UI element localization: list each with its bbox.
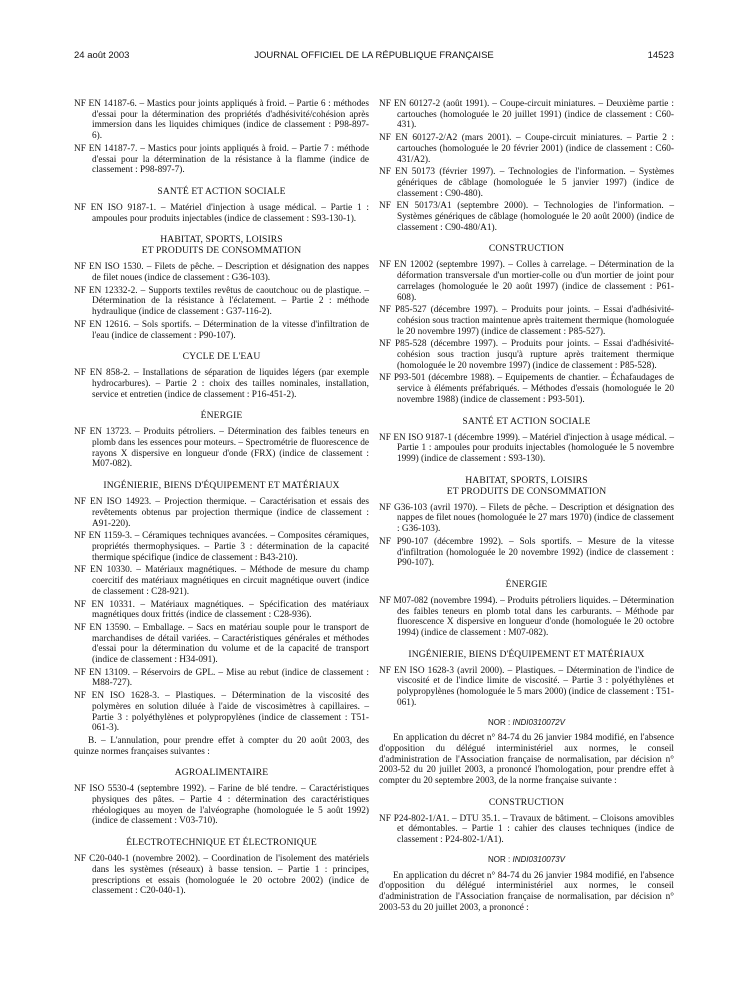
standard-entry: NF EN 60127-2 (août 1991). – Coupe-circuit miniatures. – Deuxième partie : cartouches (homologuée le 20 juillet 1991) (indice de classement : C60-431). — [379, 99, 674, 131]
nor-label: NOR : — [488, 717, 513, 727]
right-column — [379, 99, 674, 915]
section-heading: SANTÉ ET ACTION SOCIALE — [157, 185, 286, 197]
body-paragraph: En application du décret n° 84-74 du 26 janvier 1984 modifié, en l'absence d'opposition du délégué interministériel aux normes, le conseil d'administration de l'Association française de normalisation, par décision n° 2003-52 du 20 juillet 2003, a prononcé l'homologation, pour prendre effet à compter du 20 septembre 2003, de la norme française suivante : — [379, 733, 674, 787]
section-heading: CYCLE DE L'EAU — [182, 351, 261, 363]
section-heading: CONSTRUCTION — [488, 243, 565, 255]
nor-reference — [379, 718, 674, 729]
standard-entry: NF EN 10331. – Matériaux magnétiques. – Spécification des matériaux magnétiques doux frittés (indice de classement : C28-936). — [74, 599, 369, 621]
body-paragraph: B. – L'annulation, pour prendre effet à compter du 20 août 2003, des quinze normes françaises suivantes : — [74, 735, 369, 757]
standard-entry: NF EN ISO 9187-1. – Matériel d'injection à usage médical. – Partie 1 : ampoules pour produits injectables (indice de classement : S93-130-1). — [74, 202, 369, 224]
standard-entry: NF EN 12616. – Sols sportifs. – Détermination de la vitesse d'infiltration de l'eau (indice de classement : P90-107). — [74, 319, 369, 341]
section-heading: INGÉNIERIE, BIENS D'ÉQUIPEMENT ET MATÉRIAUX — [103, 480, 340, 492]
standard-entry: NF P85-527 (décembre 1997). – Produits pour joints. – Essai d'adhésivité-cohésion sous traction maintenue après traitement thermique (homologuée le 20 novembre 1997) (indice de classement : P85-527). — [379, 305, 675, 337]
standard-entry: NF EN 1159-3. – Céramiques techniques avancées. – Composites céramiques, propriétés thermophysiques. – Partie 3 : détermination de la capacité thermique spécifique (indice de classement : B43-210). — [74, 531, 369, 563]
nor-label: NOR : — [488, 854, 513, 864]
standard-entry: NF ISO 5530-4 (septembre 1992). – Farine de blé tendre. – Caractéristiques physiques des pâtes. – Partie 4 : détermination des caractéristiques rhéologiques au moyen de l'alvéographe (homologuée le 5 août 1992) (indice de classement : V03-710). — [74, 784, 369, 827]
standard-entry: NF M07-082 (novembre 1994). – Produits pétroliers liquides. – Détermination des faibles teneurs en plomb total dans les carburants. – Méthode par fluorescence X dispersive en longueur d'onde (homologuée le 20 octobre 1994) (indice de classement : M07-082). — [379, 595, 674, 639]
standard-entry: NF P90-107 (décembre 1992). – Sols sportifs. – Mesure de la vitesse d'infiltration (homologuée le 20 novembre 1992) (indice de classement : P90-107). — [379, 536, 674, 569]
section-heading: ÉNERGIE — [505, 578, 548, 590]
standard-entry: NF EN ISO 1628-3. – Plastiques. – Détermination de la viscosité des polymères en solution diluée à l'aide de viscosimètres à capillaires. – Partie 3 : polyéthylènes et polypropylènes (indice de classement : T51-061-3). — [74, 691, 369, 734]
standard-entry: NF EN 50173/A1 (septembre 2000). – Technologies de l'information. – Systèmes génériques de câblage (homologuée le 20 août 2000) (indice de classement : C90-480/A1). — [379, 201, 674, 233]
section-heading: INGÉNIERIE, BIENS D'ÉQUIPEMENT ET MATÉRIAUX — [408, 648, 645, 660]
standard-entry: NF EN 13109. – Réservoirs de GPL. – Mise au rebut (indice de classement : M88-727). — [74, 667, 369, 689]
standard-entry: NF EN 12332-2. – Supports textiles revêtus de caoutchouc ou de plastique. – Détermination de la résistance à l'éclatement. – Partie 2 : méthode hydraulique (indice de classement : G37-116-2). — [74, 285, 369, 318]
standard-entry: NF EN 13590. – Emballage. – Sacs en matériau souple pour le transport de marchandises de détail variées. – Caractéristiques générales et méthodes d'essai pour la détermination du volume et de la capacité de transport (indice de classement : H34-091). — [74, 622, 369, 666]
body-paragraph: En application du décret n° 84-74 du 26 janvier 1984 modifié, en l'absence d'opposition du délégué interministériel aux normes, le conseil d'administration de l'Association française de normalisation, par décision n° 2003-53 du 20 juillet 2003, a prononcé : — [379, 870, 674, 913]
standard-entry: NF EN 60127-2/A2 (mars 2001). – Coupe-circuit miniatures. – Partie 2 : cartouches (homologuée le 20 février 2001) (indice de classement : C60-431/A2). — [379, 133, 674, 165]
standard-entry: NF P24-802-1/A1. – DTU 35.1. – Travaux de bâtiment. – Cloisons amovibles et démontables. – Partie 1 : cahier des clauses techniques (indice de classement : P24-802-1/A1). — [379, 813, 674, 846]
section-heading: ÉNERGIE — [200, 410, 243, 422]
standard-entry: NF EN ISO 14923. – Projection thermique. – Caractérisation et essais des revêtements obtenus par projection thermique (indice de classement : A91-220). — [74, 497, 369, 529]
issue-date: 24 août 2003 — [74, 50, 130, 61]
standard-entry: NF EN 14187-6. – Mastics pour joints appliqués à froid. – Partie 6 : méthodes d'essai pour la détermination des propriétés d'adhésivité/cohésion après immersion dans les liquides chimiques (indice de classement : P98-897-6). — [74, 99, 369, 142]
section-heading: SANTÉ ET ACTION SOCIALE — [462, 415, 591, 427]
standard-entry: NF G36-103 (avril 1970). – Filets de pêche. – Description et désignation des nappes de filet noues (homologuée le 27 mars 1970) (indice de classement : G36-103). — [379, 502, 675, 535]
section-heading: HABITAT, SPORTS, LOISIRS ET PRODUITS DE CONSOMMATION — [446, 474, 607, 497]
section-heading: ÉLECTROTECHNIQUE ET ÉLECTRONIQUE — [126, 837, 317, 849]
left-column — [74, 99, 369, 899]
standard-entry: NF P85-528 (décembre 1997). – Produits pour joints. – Essai d'adhésivité-cohésion sous traction jusqu'à rupture après traitement thermique (homologuée le 20 novembre 1997) (indice de classement : P85-528). — [379, 339, 674, 371]
section-heading: HABITAT, SPORTS, LOISIRS ET PRODUITS DE CONSOMMATION — [141, 234, 302, 257]
nor-code: INDI0310072V — [512, 717, 565, 727]
standard-entry: NF EN 10330. – Matériaux magnétiques. – Méthode de mesure du champ coercitif des matériaux magnétiques en circuit magnétique ouvert (indice de classement : C28-921). — [74, 565, 369, 597]
standard-entry: NF EN 12002 (septembre 1997). – Colles à carrelage. – Détermination de la déformation transversale d'un mortier-colle ou d'un mortier de joint pour carrelages (homologuée le 20 août 1997) (indice de classement : P61-608). — [379, 260, 674, 303]
standard-entry: NF EN 50173 (février 1997). – Technologies de l'information. – Systèmes génériques de câblage (homologuée le 5 janvier 1997) (indice de classement : C90-480). — [379, 167, 674, 199]
standard-entry: NF P93-501 (décembre 1988). – Equipements de chantier. – Échafaudages de service à éléments préfabriqués. – Méthodes d'essais (homologuée le 20 novembre 1988) (indice de classement : P93-501). — [379, 373, 674, 405]
standard-entry: NF EN 858-2. – Installations de séparation de liquides légers (par exemple hydrocarbures). – Partie 2 : choix des tailles nominales, installation, service et entretien (indice de classement : P16-451-2). — [74, 368, 369, 400]
standard-entry: NF EN 13723. – Produits pétroliers. – Détermination des faibles teneurs en plomb dans les essences pour moteurs. – Spectrométrie de fluorescence de rayons X dispersive en longueur d'onde (FRX) (indice de classement : M07-082). — [74, 427, 370, 470]
journal-title: JOURNAL OFFICIEL DE LA RÉPUBLIQUE FRANÇAISE — [254, 50, 494, 61]
standard-entry: NF C20-040-1 (novembre 2002). – Coordination de l'isolement des matériels dans les systèmes (réseaux) à basse tension. – Partie 1 : principes, prescriptions et essais (homologuée le 20 octobre 2002) (indice de classement : C20-040-1). — [74, 854, 369, 897]
page-number: 14523 — [647, 50, 674, 61]
section-heading: AGROALIMENTAIRE — [174, 767, 269, 779]
nor-reference — [379, 855, 674, 866]
standard-entry: NF EN ISO 9187-1 (décembre 1999). – Matériel d'injection à usage médical. – Partie 1 : ampoules pour produits injectables (homologuée le 5 novembre 1999) (indice de classement : S93-130). — [379, 432, 674, 464]
page-header — [74, 50, 674, 66]
standard-entry: NF EN ISO 1628-3 (avril 2000). – Plastiques. – Détermination de l'indice de viscosité et de l'indice limite de viscosité. – Partie 3 : polyéthylènes et polypropylènes (homologuée le 5 mars 2000) (indice de classement : T51-061). — [379, 665, 674, 708]
section-heading: CONSTRUCTION — [488, 796, 565, 808]
standard-entry: NF EN ISO 1530. – Filets de pêche. – Description et désignation des nappes de filet noues (indice de classement : G36-103). — [74, 262, 369, 284]
standard-entry: NF EN 14187-7. – Mastics pour joints appliqués à froid. – Partie 7 : méthode d'essai pour la détermination de la résistance à la flamme (indice de classement : P98-897-7). — [74, 143, 369, 176]
nor-code: INDI0310073V — [512, 854, 565, 864]
